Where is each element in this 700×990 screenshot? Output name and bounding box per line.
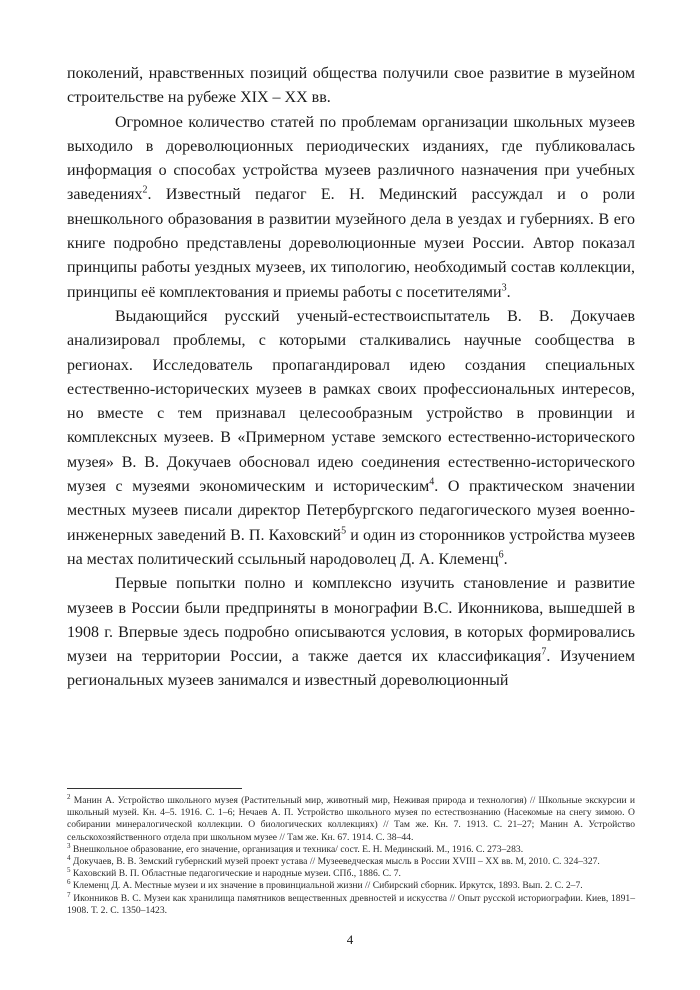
footnote-3 — [67, 841, 635, 856]
footnote-ref[interactable]: 5 — [341, 525, 347, 537]
paragraph-text: . Известный педагог Е. Н. Мединский рассуждал и о роли внешкольного образования в развитии музейного дела в уездах и губерниях. В его книге подробно представлены дореволюционные музеи России. Автор показал принципы работы уездных музеев, их типологию, необходимый состав коллекции, принципы её комплектования и приемы работы с посетителями — [67, 186, 635, 301]
footnote-6 — [67, 880, 635, 892]
footnote-text: Клеменц Д. А. Местные музеи и их значение в провинциальной жизни // Сибирский сборник. Иркутск, 1893. Вып. 2. С. 2–7. — [70, 880, 583, 892]
paragraph-text: . О практическом значении местных музеев писали директор Петербургского педагогического музея военно-инженерных заведений В. П. Каховский — [67, 478, 635, 544]
paragraph-3 — [67, 305, 635, 572]
footnotes — [67, 792, 635, 917]
footnote-number: 6 — [67, 878, 71, 887]
footnote-text: Манин А. Устройство школьного музея (Растительный мир, животный мир, Неживая природа и технология) // Школьные экскурсии и школьный музей. Кн. 4–5. 1916. С. 1–6; Нечаев А. П. Устройство школьного музея по естествознанию (Насекомые на снегу зимою. О собирании минералогической коллекции. О биологических коллекциях) // Там же. Кн. 7. 1913. С. 21–27; Манин А. Устройство сельскохозяйственного отдела при школьном музее // Там же. Кн. 67. 1914. С. 38–44. — [67, 795, 635, 843]
footnote-number: 3 — [67, 841, 71, 850]
footnote-5 — [67, 868, 635, 880]
footnote-ref[interactable]: 4 — [429, 476, 435, 488]
footnote-ref[interactable]: 3 — [501, 282, 507, 294]
paragraph-2 — [67, 111, 635, 305]
paragraph-text: и один из сторонников устройства музеев на местах политический ссыльный народоволец Д. А. Клеменц — [67, 526, 635, 568]
footnote-4 — [67, 853, 635, 868]
footnote-separator — [67, 788, 242, 789]
footnote-ref[interactable]: 7 — [541, 646, 547, 658]
footnote-number: 5 — [67, 866, 71, 875]
paragraph-text: . — [503, 550, 508, 568]
paragraph-text: Первые попытки полно и комплексно изучить становление и развитие музеев в России были предприняты в монографии В.С. Иконникова, вышедшей в 1908 г. Впервые здесь подробно описываются условия, в которых формировались музеи на территории России, а также дается их классификация — [67, 575, 635, 666]
paragraph-text: поколений, нравственных позиций общества получили свое развитие в музейном строительстве на рубеже XIX – XX вв. — [67, 65, 635, 107]
footnote-number: 4 — [67, 853, 71, 862]
footnote-text: Иконников В. С. Музеи как хранилища памятников вещественных древностей и искусства // Опыт русской историографии. Киев, 1891–1908. Т. 2. С. 1350–1423. — [67, 892, 635, 916]
paragraph-4 — [67, 572, 635, 693]
footnote-text: Докучаев, В. В. Земский губернский музей проект устава // Музееведческая мысль в России XVIII – XX вв. М, 2010. С. 324–327. — [70, 856, 600, 868]
footnote-number: 2 — [67, 792, 71, 801]
body-text — [67, 62, 635, 694]
footnote-7 — [67, 890, 635, 917]
paragraph-1 — [67, 62, 635, 111]
footnote-2 — [67, 792, 635, 844]
paragraph-text: Огромное количество статей по проблемам организации школьных музеев выходило в дореволюционных периодических изданиях, где публиковалась информация о способах устройства музеев различного назначения при учебных заведениях — [67, 113, 635, 204]
footnote-text: Внешкольное образование, его значение, организация и техника/ сост. Е. Н. Мединский. М., 1916. С. 273–283. — [70, 843, 524, 855]
page-number: 4 — [346, 932, 354, 947]
paragraph-text: Выдающийся русский ученый-естествоиспытатель В. В. Докучаев анализировал проблемы, с которыми сталкивались научные сообщества в регионах. Исследователь пропагандировал идею создания специальных естественно-исторических музеев в рамках своих профессиональных интересов, но вместе с тем признавал целесообразным устройство в провинции и комплексных музеев. В «Примерном уставе земского естественно-исторического музея» В. В. Докучаев обосновал идею соединения естественно-исторического музея с музеями экономическим и историческим — [67, 307, 635, 496]
footnote-ref[interactable]: 6 — [498, 549, 504, 561]
paragraph-text: . — [506, 283, 511, 301]
footnote-ref[interactable]: 2 — [142, 185, 148, 197]
paragraph-text: . Изучением региональных музеев занимался и известный дореволюционный — [67, 648, 635, 690]
footnote-number: 7 — [67, 890, 71, 899]
footnote-text: Каховский В. П. Областные педагогические и народные музеи. СПб., 1886. С. 7. — [70, 868, 401, 880]
